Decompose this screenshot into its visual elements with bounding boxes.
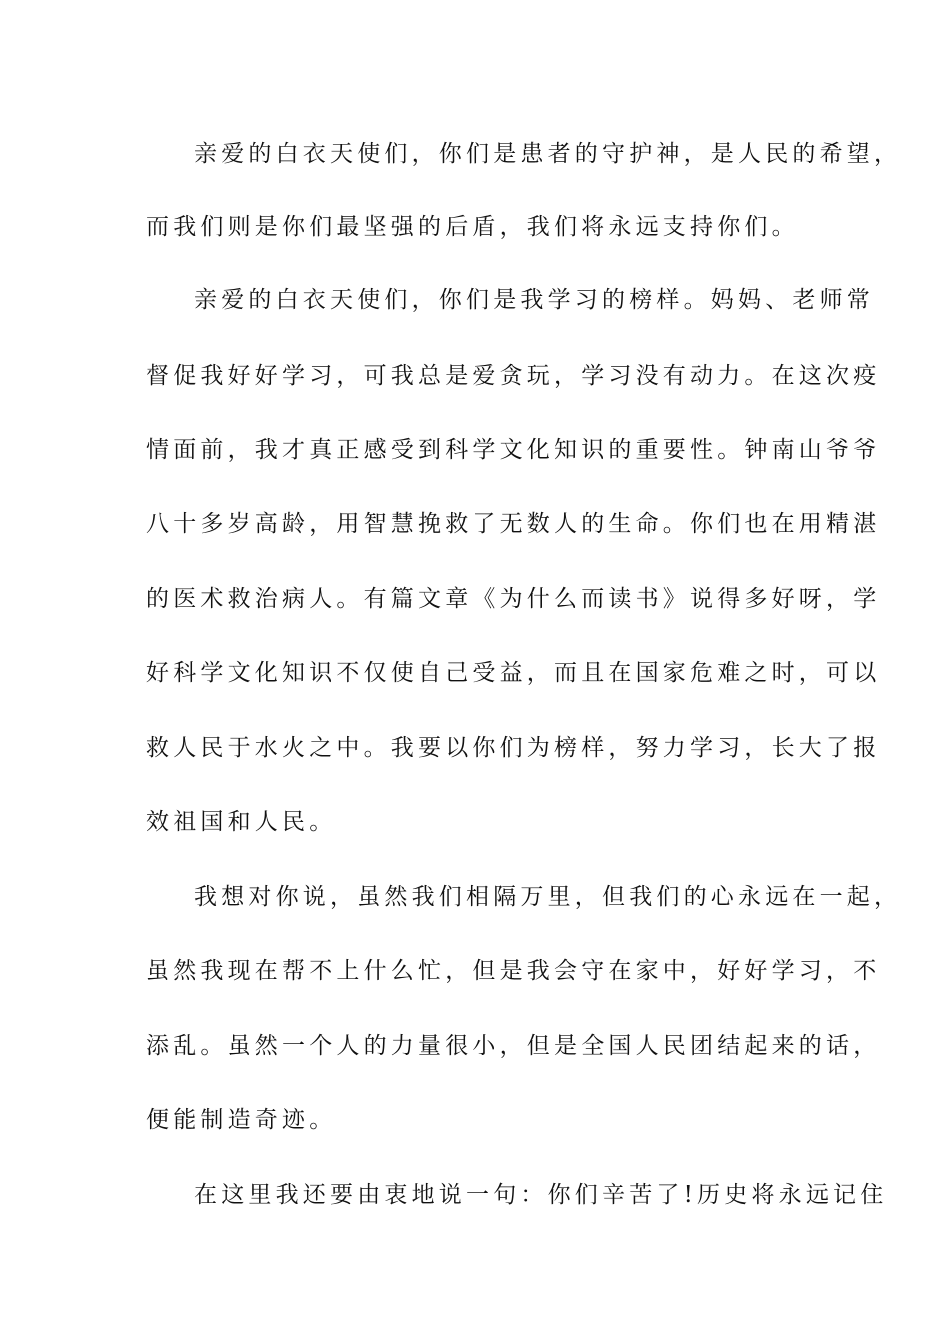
text-line: 好科学文化知识不仅使自己受益，而且在国家危难之时，可以 (146, 660, 881, 686)
text-line: 效祖国和人民。 (146, 809, 337, 835)
text-line: 亲爱的白衣天使们，你们是我学习的榜样。妈妈、老师常 (194, 287, 874, 313)
text-line: 亲爱的白衣天使们，你们是患者的守护神，是人民的希望， (194, 141, 902, 167)
text-line: 八十多岁高龄，用智慧挽救了无数人的生命。你们也在用精湛 (146, 511, 881, 537)
text-line: 督促我好好学习，可我总是爱贪玩，学习没有动力。在这次疫 (146, 363, 881, 389)
text-line: 便能制造奇迹。 (146, 1107, 337, 1133)
text-line: 在这里我还要由衷地说一句：你们辛苦了!历史将永远记住 (194, 1182, 888, 1208)
text-line: 救人民于水火之中。我要以你们为榜样，努力学习，长大了报 (146, 735, 881, 761)
text-line: 添乱。虽然一个人的力量很小，但是全国人民团结起来的话， (146, 1033, 881, 1059)
text-line: 情面前，我才真正感受到科学文化知识的重要性。钟南山爷爷 (146, 437, 881, 463)
text-line: 我想对你说，虽然我们相隔万里，但我们的心永远在一起， (194, 884, 902, 910)
text-line: 虽然我现在帮不上什么忙，但是我会守在家中，好好学习，不 (146, 958, 881, 984)
text-line: 的医术救治病人。有篇文章《为什么而读书》说得多好呀，学 (146, 586, 881, 612)
text-line: 而我们则是你们最坚强的后盾，我们将永远支持你们。 (146, 214, 799, 240)
